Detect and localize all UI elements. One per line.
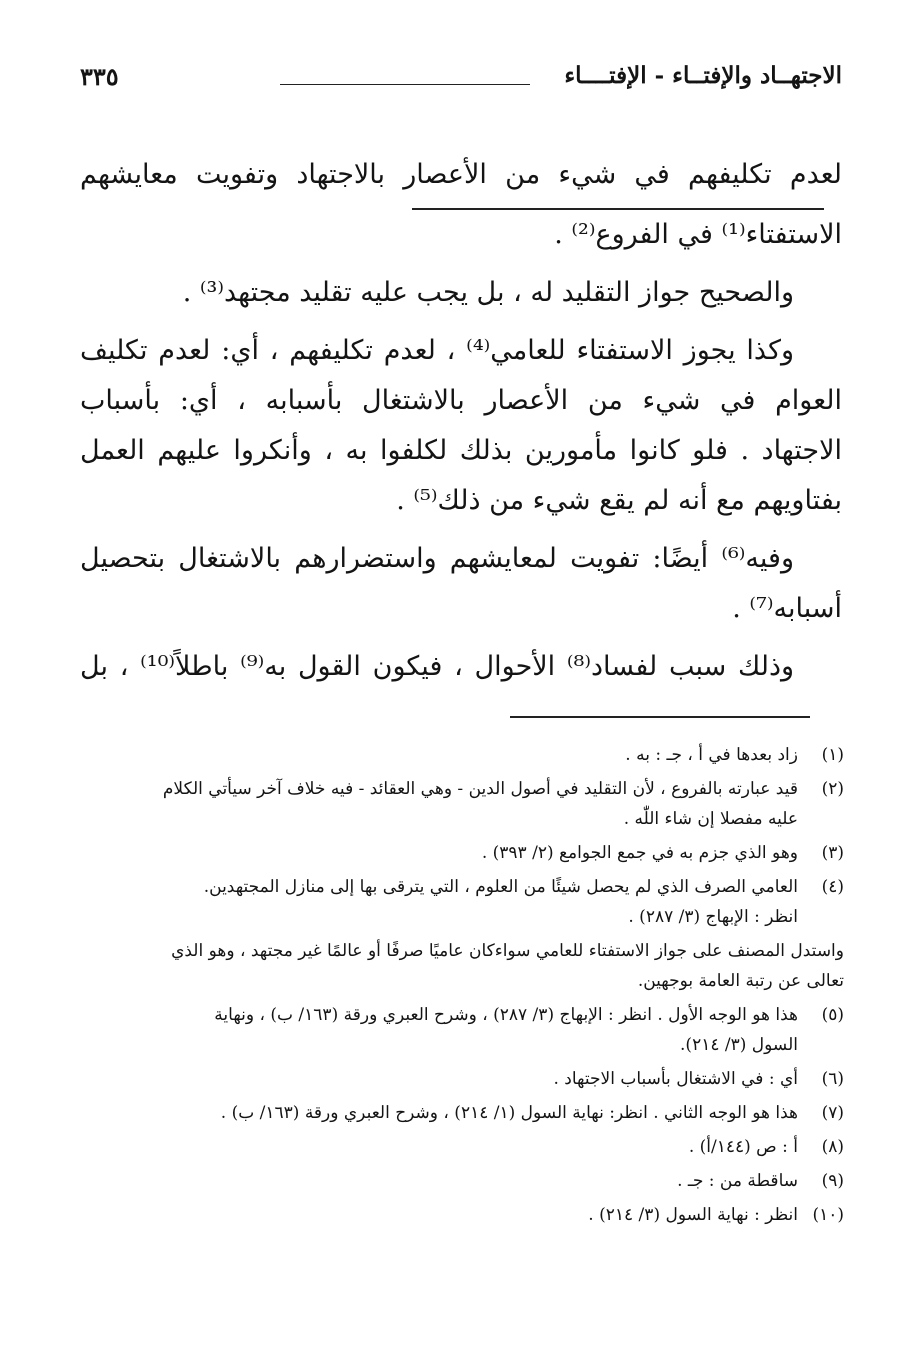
text-underline-rule — [412, 208, 824, 210]
footnote-number: (٤) — [821, 877, 844, 897]
footnote-number: (٥) — [821, 1005, 844, 1025]
footnote-text: تعالى عن رتبة العامة بوجهين. — [637, 971, 844, 991]
footnote-text: أ : ص (١٤٤/أ) . — [688, 1137, 798, 1157]
text-line: الاستفتاء⁽¹⁾ في الفروع⁽²⁾ . — [554, 219, 842, 250]
footnote-number: (٦) — [821, 1069, 844, 1089]
footnote-number: (٩) — [821, 1171, 844, 1191]
footnote — [80, 1132, 844, 1162]
page-number: ٣٣٥ — [80, 62, 119, 91]
footnote-text: قيد عبارته بالفروع ، لأن التقليد في أصول الدين - وهي العقائد - فيه خلاف آخر سيأتي الكلام — [162, 779, 798, 799]
footnote-number: (١) — [821, 745, 844, 765]
footnote-text: السول (٣/ ٢١٤). — [680, 1035, 798, 1055]
footnote — [80, 872, 844, 932]
footnote — [80, 1098, 844, 1128]
footnote-text: وهو الذي جزم به في جمع الجوامع (٢/ ٣٩٣) . — [481, 843, 798, 863]
footnote — [80, 1064, 844, 1094]
header-rule — [280, 84, 530, 85]
footnote — [80, 1166, 844, 1196]
footnote-text: ساقطة من : جـ . — [677, 1171, 798, 1191]
text-line: لعدم تكليفهم في شيء من الأعصار بالاجتهاد وتفويت معايشهم — [80, 159, 842, 190]
footnote — [80, 740, 844, 770]
footnote — [80, 838, 844, 868]
footnote-text: انظر : الإبهاج (٣/ ٢٨٧) . — [628, 907, 798, 927]
footnotes — [80, 740, 844, 1234]
footnote-number: (٢) — [821, 779, 844, 799]
running-title: الاجتهــاد والإفتــاء - الإفتــــاء — [564, 62, 842, 89]
footnote — [80, 774, 844, 834]
main-text — [80, 150, 842, 692]
footnote-text: العامي الصرف الذي لم يحصل شيئًا من العلوم ، التي يترقى بها إلى منازل المجتهدين. — [203, 877, 798, 897]
footnote-text: زاد بعدها في أ ، جـ : به . — [625, 745, 798, 765]
footnote-text: هذا هو الوجه الأول . انظر : الإبهاج (٣/ ٢٨٧) ، وشرح العبري ورقة (١٦٣/ ب) ، ونهاية — [214, 1005, 798, 1025]
text-line: العوام في شيء من الأعصار بالاشتغال بأسبابه ، أي: بأسباب — [80, 385, 842, 416]
footnote-number: (٧) — [821, 1103, 844, 1123]
footnote-continuation — [80, 936, 844, 996]
text-line: أسبابه⁽⁷⁾ . — [732, 593, 842, 624]
text-line: وفيه⁽⁶⁾ أيضًا: تفويت لمعايشهم واستضرارهم بالاشتغال بتحصيل — [80, 543, 794, 574]
footnote-text: أي : في الاشتغال بأسباب الاجتهاد . — [553, 1069, 798, 1089]
footnote-text: واستدل المصنف على جواز الاستفتاء للعامي سواءكان عاميًا صرفًا أو عالمًا غير مجتهد ، وهو الذي — [171, 941, 844, 961]
page-header — [80, 62, 842, 102]
text-line: الاجتهاد . فلو كانوا مأمورين بذلك لكلفوا به ، وأنكروا عليهم العمل — [80, 435, 842, 466]
footnote-text: عليه مفصلا إن شاء اللّٰه . — [623, 809, 798, 829]
footnote-number: (١٠) — [812, 1205, 844, 1225]
footnote-separator — [510, 716, 810, 718]
text-line: والصحيح جواز التقليد له ، بل يجب عليه تقليد مجتهد⁽³⁾ . — [182, 277, 794, 308]
footnote — [80, 1000, 844, 1060]
text-line: وكذا يجوز الاستفتاء للعامي⁽⁴⁾ ، لعدم تكليفهم ، أي: لعدم تكليف — [80, 335, 794, 366]
footnote — [80, 1200, 844, 1230]
text-line: وذلك سبب لفساد⁽⁸⁾ الأحوال ، فيكون القول به⁽⁹⁾ باطلاً⁽¹⁰⁾ ، بل — [80, 651, 795, 682]
footnote-text: هذا هو الوجه الثاني . انظر: نهاية السول (١/ ٢١٤) ، وشرح العبري ورقة (١٦٣/ ب) . — [220, 1103, 798, 1123]
text-line: بفتاويهم مع أنه لم يقع شيء من ذلك⁽⁵⁾ . — [396, 485, 842, 516]
footnote-number: (٣) — [821, 843, 844, 863]
footnote-number: (٨) — [821, 1137, 844, 1157]
footnote-text: انظر : نهاية السول (٣/ ٢١٤) . — [588, 1205, 798, 1225]
